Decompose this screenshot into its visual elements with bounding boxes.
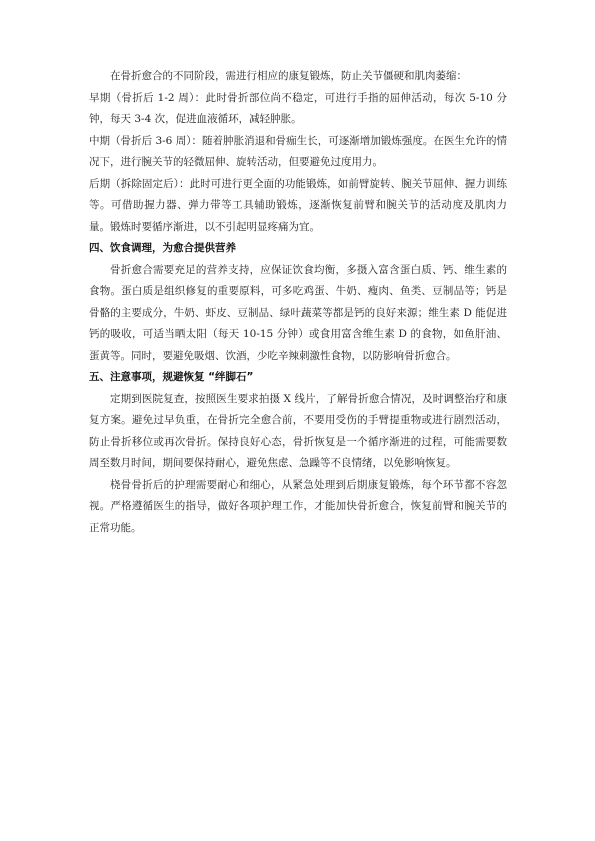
cautions-heading: 五、注意事项，规避恢复 “绊脚石”	[89, 371, 254, 383]
rehab-early-stage: 早期（骨折后 1-2 周）：此时骨折部位尚不稳定，可进行手指的屈伸活动，每次 5-10 分钟，每天 3-4 次，促进血液循环，减轻肿胀。	[89, 91, 507, 125]
document-page	[89, 66, 507, 539]
conclusion-paragraph: 桡骨骨折后的护理需要耐心和细心，从紧急处理到后期康复锻炼，每个环节都不容忽视。严格遵循医生的指导，做好各项护理工作，才能加快骨折愈合，恢复前臂和腕关节的正常功能。	[89, 478, 507, 534]
diet-paragraph: 骨折愈合需要充足的营养支持，应保证饮食均衡，多摄入富含蛋白质、钙、维生素的食物。蛋白质是组织修复的重要原料，可多吃鸡蛋、牛奶、瘦肉、鱼类、豆制品等；钙是骨骼的主要成分，牛奶、虾皮、豆制品、绿叶蔬菜等都是钙的良好来源；维生素 D 能促进钙的吸收，可适当晒太阳（每天 10-15 分钟）或食用富含维生素 D 的食物，如鱼肝油、蛋黄等。同时，要避免吸烟、饮酒，少吃辛辣刺激性食物，以防影响骨折愈合。	[89, 263, 507, 362]
rehab-intro: 在骨折愈合的不同阶段，需进行相应的康复锻炼，防止关节僵硬和肌肉萎缩：	[110, 70, 467, 82]
rehab-middle-stage: 中期（骨折后 3-6 周）：随着肿胀消退和骨痂生长，可逐渐增加锻炼强度。在医生允许的情况下，进行腕关节的轻微屈伸、旋转活动，但要避免过度用力。	[89, 134, 507, 168]
diet-heading: 四、饮食调理，为愈合提供营养	[89, 242, 236, 254]
rehab-late-stage: 后期（拆除固定后）：此时可进行更全面的功能锻炼，如前臂旋转、腕关节屈伸、握力训练等。可借助握力器、弹力带等工具辅助锻炼，逐渐恢复前臂和腕关节的活动度及肌肉力量。锻炼时要循序渐进，以不引起明显疼痛为宜。	[89, 177, 507, 233]
cautions-paragraph: 定期到医院复查，按照医生要求拍摄 X 线片，了解骨折愈合情况，及时调整治疗和康复方案。避免过早负重，在骨折完全愈合前，不要用受伤的手臂提重物或进行剧烈活动，防止骨折移位或再次骨折。保持良好心态，骨折恢复是一个循序渐进的过程，可能需要数周至数月时间，期间要保持耐心，避免焦虑、急躁等不良情绪，以免影响恢复。	[89, 392, 507, 469]
